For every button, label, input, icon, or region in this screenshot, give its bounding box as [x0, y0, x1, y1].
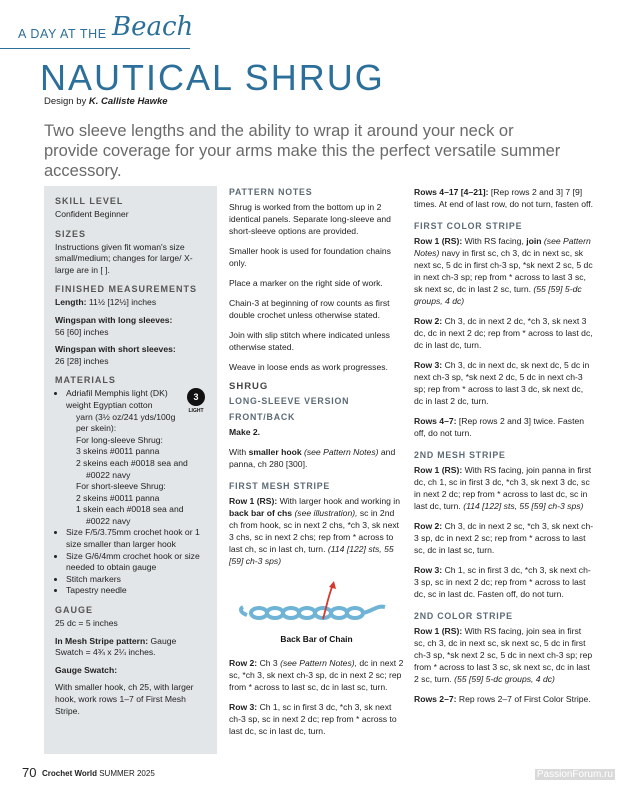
materials-markers: • Stitch markers: [66, 574, 206, 586]
length-value: 11½ [12½] inches: [88, 297, 157, 308]
sc-rows-2-7-label: Rows 2–7:: [414, 694, 457, 704]
first-color-heading: FIRST COLOR STRIPE: [414, 221, 523, 231]
mesh-row-1-b: sc in 2nd ch from hook, sc in next 2 chs, *ch 3, sk next 3 chs, sc in next 2 chs; rep from * across to last ch, sc in last ch, turn.: [229, 508, 400, 554]
rows-4-17-label: Rows 4–17 [4–21]:: [414, 187, 489, 197]
mesh-row-1-bold: back bar of chs: [229, 508, 293, 518]
mesh-gauge: [55, 636, 206, 659]
sm-row-2: [414, 520, 594, 556]
with-pre: With: [229, 447, 247, 457]
short-sleeve-1: 2 skeins #0011 panna: [76, 492, 160, 503]
magazine-issue: SUMMER 2025: [99, 769, 155, 778]
mesh-row-1-label: Row 1 (RS):: [229, 496, 278, 506]
back-bar-figure: [229, 575, 404, 645]
designer-prefix: Design by: [44, 96, 87, 107]
gauge-text: 25 dc = 5 inches: [55, 618, 118, 629]
yarn-line1: Adriafil Memphis light (DK) weight Egyptian cotton: [66, 388, 168, 410]
fc-row-2-text: Ch 3, dc in next 2 dc, *ch 3, sk next 3 dc, dc in next 2 dc; rep from * across to last dc, dc in last dc, turn.: [414, 316, 593, 350]
mesh-row-2-italic: (see Pattern Notes),: [280, 658, 358, 668]
sc-row-1-text: With RS facing, join sea in first sc, ch 3, dc in next sc, sk next sc, 5 dc in first ch-3 sp, *sk next 2 sc, 5 dc in next ch-3 sp; rep from * across to last 3 sc, sk next sc, dc in last 2 sc, turn.: [414, 626, 593, 684]
short-sleeve-2: 1 skein each #0018 sea and: [76, 504, 184, 515]
yarn-weight-icon: [186, 388, 206, 415]
designer-name: K. Calliste Hawke: [88, 96, 168, 107]
series-script: Beach: [112, 12, 194, 42]
fc-row-3: [414, 359, 594, 407]
length-label: Length:: [55, 297, 87, 308]
materials-needle: • Tapestry needle: [66, 585, 206, 597]
yarn-line2: yarn (3½ oz/241 yds/100g per skein):: [76, 411, 176, 434]
watermark: PassionForum.ru: [536, 769, 613, 780]
long-sleeve-2: 2 skeins each #0018 sea and: [76, 457, 188, 468]
info-sidebar: [44, 186, 217, 754]
smaller-hook: smaller hook: [248, 447, 302, 457]
sizes-heading: SIZES: [55, 228, 87, 239]
fc-row-3-label: Row 3:: [414, 360, 443, 370]
magazine-name: Crochet World: [42, 769, 97, 778]
sc-row-1-count: (55 [59] 5-dc groups, 4 dc): [454, 674, 555, 684]
second-color-heading: 2ND COLOR STRIPE: [414, 611, 513, 621]
sc-row-1-label: Row 1 (RS):: [414, 626, 463, 636]
fc-row-3-text: Ch 3, dc in next dc, sk next dc, 5 dc in next ch-3 sp, *sk next 2 dc, 5 dc in next ch-3 sp; rep from * across to last 3 dc, sk next dc, dc in last 2 dc, turn.: [414, 360, 590, 406]
yarn-weight-number: • 3: [187, 388, 205, 406]
chain-illustration: [237, 575, 397, 631]
fc-rows-4-7: [414, 415, 594, 439]
make-2: [229, 426, 404, 438]
skill-level-heading: SKILL LEVEL: [55, 196, 124, 206]
yarn-weight-label: LIGHT: [188, 408, 204, 415]
page-title: NAUTICAL SHRUG: [40, 57, 385, 98]
sm-row-3-label: Row 3:: [414, 565, 443, 575]
mesh-row-1-count: (114 [122] sts, 55 [59] ch-3 sps): [229, 544, 394, 566]
page-footer: [0, 762, 633, 786]
mesh-gauge-text: Gauge Swatch = 4¾ x 2¼ inches.: [55, 635, 177, 658]
fc-row-1: [414, 235, 594, 307]
fc-italic: (see Pattern Notes): [414, 236, 591, 258]
fc-row-2: [414, 315, 594, 351]
wingspan-long-value: 56 [60] inches: [55, 326, 109, 337]
gauge-heading: GAUGE: [55, 605, 94, 616]
sm-row-2-label: Row 2:: [414, 521, 443, 531]
foundation-instructions: [229, 446, 404, 470]
swatch-text: With smaller hook, ch 25, with larger hook, work rows 1–7 of First Mesh Stripe.: [55, 682, 194, 716]
materials-yarn: [66, 388, 206, 527]
with-post: and panna, ch 280 [300].: [229, 447, 396, 469]
sm-row-3: [414, 564, 594, 600]
note-1: Shrug is worked from the bottom up in 2 identical panels. Separate long-sleeve and short-sleeve options are provided.: [229, 202, 391, 236]
sc-rows-2-7-text: Rep rows 2–7 of First Color Stripe.: [458, 694, 591, 704]
rows-4-17-text: [Rep rows 2 and 3] 7 [9] times. At end of last row, do not turn, fasten off.: [414, 187, 593, 209]
long-sleeve-1: 3 skeins #0011 panna: [76, 446, 160, 457]
swatch-heading-text: Gauge Swatch:: [55, 664, 118, 675]
mesh-row-2-a: Ch 3: [259, 658, 278, 668]
version-heading: LONG-SLEEVE VERSION: [229, 396, 350, 406]
fc-row-1-a: With RS facing,: [464, 236, 524, 246]
sc-row-1: [414, 625, 594, 685]
wingspan-short: [55, 344, 206, 367]
mesh-row-3: [229, 701, 404, 737]
note-6: Weave in loose ends as work progresses.: [229, 362, 388, 372]
materials-hook2: • Size G/6/4mm crochet hook or size needed to obtain gauge: [66, 551, 206, 574]
sm-row-1-count: (114 [122] sts, 55 [59] ch-3 sps): [463, 501, 584, 511]
materials-heading: MATERIALS: [55, 375, 116, 386]
pattern-column-2: [414, 186, 594, 713]
see-notes: (see Pattern Notes): [303, 447, 379, 457]
sm-row-3-text: Ch 1, sc in first 3 dc, *ch 3, sk next ch-3 sp, sc in next 2 dc; rep from * across to last dc, sc in last dc. Fasten off, do not turn.: [414, 565, 591, 599]
frontback-heading: FRONT/BACK: [229, 412, 296, 422]
fc-row-1-b: navy in first sc, ch 3, dc in next sc, sk next sc, 5 dc in first ch-3 sp, *sk next 2 sc, 5 dc in next ch-3 sp; rep from * across to last 3 sc, sk next sc, dc in last 2 sc, turn.: [414, 248, 593, 294]
designer-credit: [44, 96, 168, 107]
sm-row-1-text: With RS facing, join panna in first dc, ch 1, sc in first 3 dc, *ch 3, sk next 3 dc, sc in next 2 dc; rep from * across to last dc, sc in last dc, turn.: [414, 465, 592, 511]
mesh-row-2: [229, 657, 404, 693]
materials-list: [55, 388, 206, 597]
note-2: Smaller hook is used for foundation chains only.: [229, 246, 391, 268]
long-sleeve-3: #0022 navy: [86, 469, 131, 480]
mesh-row-1: [229, 495, 404, 567]
intro-text: Two sleeve lengths and the ability to wrap it around your neck or provide coverage for your arms make this the perfect versatile summer accessory.: [44, 122, 561, 180]
wingspan-long: [55, 315, 206, 338]
second-mesh-heading: 2ND MESH STRIPE: [414, 450, 506, 460]
sm-row-1: [414, 464, 594, 512]
chain-loops: [240, 607, 384, 618]
sizes-text: Instructions given fit woman's size small/medium; changes for large/ X-large are in [ ].: [55, 241, 193, 275]
mesh-gauge-label: In Mesh Stripe pattern:: [55, 635, 149, 646]
fc-join: join: [526, 236, 542, 246]
note-3: Place a marker on the right side of work.: [229, 278, 383, 288]
sc-rows-2-7: [414, 693, 594, 705]
series-banner: [0, 12, 194, 49]
make-2-text: Make 2.: [229, 427, 261, 437]
notes-heading: PATTERN NOTES: [229, 187, 313, 197]
swatch-heading: [55, 665, 206, 677]
figure-caption: Back Bar of Chain: [280, 634, 353, 644]
mesh-row-3-label: Row 3:: [229, 702, 258, 712]
rows-4-17: [414, 186, 594, 210]
wingspan-short-label: Wingspan with short sleeves:: [55, 344, 176, 355]
mesh-row-1-italic: (see illustration),: [294, 508, 358, 518]
fc-row-1-count: (55 [59] 5-dc groups, 4 dc): [414, 284, 582, 306]
magazine-credit: [42, 769, 155, 778]
skill-level: Confident Beginner: [55, 209, 129, 219]
page-number: 70: [22, 765, 37, 780]
finished-heading: FINISHED MEASUREMENTS: [55, 284, 198, 295]
mesh-row-3-text: Ch 1, sc in first 3 dc, *ch 3, sk next ch-3 sp, sc in next 2 dc; rep from * across to last dc, sc in last dc, turn.: [229, 702, 397, 736]
short-sleeve-label: For short-sleeve Shrug:: [76, 481, 166, 492]
fc-rows-4-7-text: [Rep rows 2 and 3] twice. Fasten off, do not turn.: [414, 416, 585, 438]
sm-row-1-label: Row 1 (RS):: [414, 465, 463, 475]
note-5: Join with slip stitch where indicated unless otherwise stated.: [229, 330, 390, 352]
series-label: A DAY AT THE: [18, 27, 107, 41]
first-mesh-heading: FIRST MESH STRIPE: [229, 481, 331, 491]
shrug-heading: SHRUG: [229, 381, 269, 392]
fc-row-1-label: Row 1 (RS):: [414, 236, 463, 246]
short-sleeve-3: #0022 navy: [86, 515, 131, 526]
materials-hook1: • Size F/5/3.75mm crochet hook or 1 size smaller than larger hook: [66, 527, 206, 550]
arrow-head-icon: [329, 581, 336, 589]
long-sleeve-label: For long-sleeve Shrug:: [76, 434, 163, 445]
fc-row-2-label: Row 2:: [414, 316, 443, 326]
fc-rows-4-7-label: Rows 4–7:: [414, 416, 457, 426]
mesh-row-1-a: With larger hook and working in: [279, 496, 400, 506]
wingspan-short-value: 26 [28] inches: [55, 355, 109, 366]
mesh-row-2-label: Row 2:: [229, 658, 258, 668]
sm-row-2-text: Ch 3, dc in next 2 sc, *ch 3, sk next ch-3 sp, dc in next 2 sc; rep from * across to last sc, dc in last sc, turn.: [414, 521, 594, 555]
note-4: Chain-3 at beginning of row counts as first double crochet unless otherwise stated.: [229, 298, 390, 320]
wingspan-long-label: Wingspan with long sleeves:: [55, 314, 173, 325]
length-line: [55, 297, 206, 309]
mesh-row-2-b: dc in next 2 sc, *ch 3, sk next ch-3 sp, dc in next 2 sc; rep from * across to last sc, dc in last sc, turn.: [229, 658, 404, 692]
pattern-column-1: [229, 186, 404, 745]
